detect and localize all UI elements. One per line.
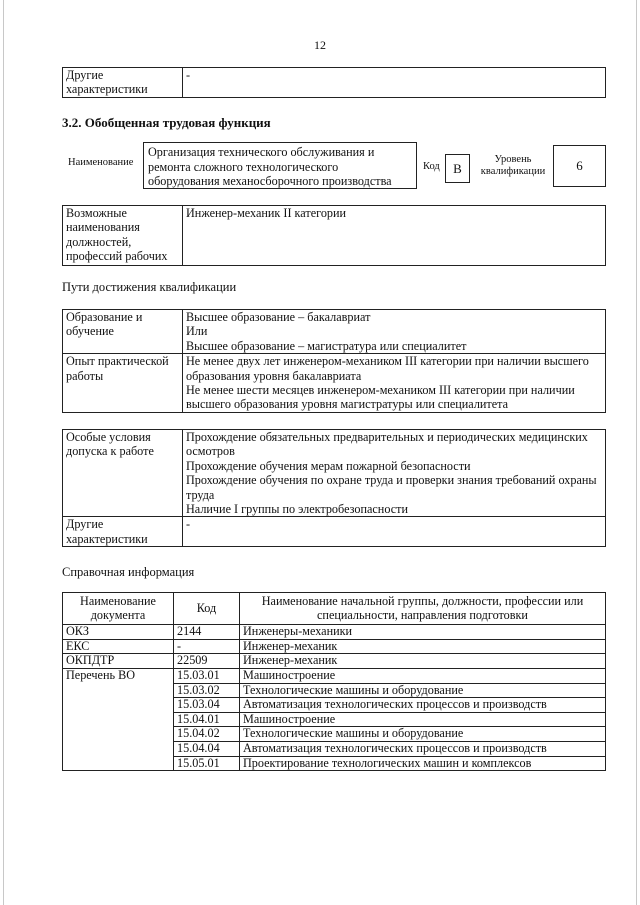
experience-line: Не менее шести месяцев инженером-механиком III категории при наличии высшего образования уровня магистратуры или специалитета: [186, 383, 575, 412]
table-row: [63, 654, 606, 669]
code-cell: 15.03.04: [174, 698, 240, 713]
other-characteristics-value: -: [183, 517, 606, 547]
section-heading: 3.2. Обобщенная трудовая функция: [62, 115, 271, 130]
code-cell: 15.04.04: [174, 741, 240, 756]
code-cell: 22509: [174, 654, 240, 669]
conditions-line: Прохождение обязательных предварительных и периодических медицинских осмотров: [186, 430, 588, 459]
title-cell: Технологические машины и оборудование: [240, 727, 606, 742]
experience-line: Не менее двух лет инженером-механиком III категории при наличии высшего образования уровня бакалавриата: [186, 354, 589, 383]
table-row: [63, 206, 606, 266]
title-cell: Инженер-механик: [240, 654, 606, 669]
code-cell: 15.05.01: [174, 756, 240, 771]
education-label: Образование и обучение: [63, 310, 183, 354]
table-row: [63, 68, 606, 98]
conditions-line: Прохождение обучения мерам пожарной безопасности: [186, 458, 471, 473]
other-characteristics-label: Другие характеристики: [63, 517, 183, 547]
conditions-label: Особые условия допуска к работе: [63, 430, 183, 517]
positions-table: [62, 205, 606, 266]
page-right-edge: [636, 0, 637, 905]
table-row: [63, 668, 606, 683]
document-cell: ОКЗ: [63, 625, 174, 640]
table-row: [63, 639, 606, 654]
qualification-level-value: 6: [553, 145, 606, 187]
title-cell: Инженеры-механики: [240, 625, 606, 640]
page-number: 12: [314, 38, 326, 52]
title-cell: Автоматизация технологических процессов и производств: [240, 741, 606, 756]
function-name-value: Организация технического обслуживания и ремонта сложного технологического оборудования механосборочного производства: [143, 142, 417, 189]
experience-label: Опыт практической работы: [63, 354, 183, 413]
document-cell: Перечень ВО: [63, 668, 174, 770]
qualification-path-table: [62, 309, 606, 413]
experience-value: [183, 354, 606, 413]
other-characteristics-table-top: [62, 67, 606, 98]
education-line: Высшее образование – бакалавриат: [186, 310, 371, 324]
title-cell: Проектирование технологических машин и комплексов: [240, 756, 606, 771]
function-name-label: Наименование: [68, 157, 134, 168]
table-row: [63, 310, 606, 354]
admission-conditions-table: [62, 429, 606, 547]
code-cell: 15.04.01: [174, 712, 240, 727]
function-code-value: B: [445, 154, 470, 183]
page-left-edge: [3, 0, 4, 905]
reference-table: [62, 592, 606, 771]
code-cell: -: [174, 639, 240, 654]
code-cell: 2144: [174, 625, 240, 640]
document-cell: ОКПДТР: [63, 654, 174, 669]
title-cell: Автоматизация технологических процессов и производств: [240, 698, 606, 713]
column-header: Наименование документа: [63, 593, 174, 625]
conditions-value: [183, 430, 606, 517]
table-row: [63, 625, 606, 640]
conditions-line: Прохождение обучения по охране труда и проверки знания требований охраны труда: [186, 473, 597, 502]
other-characteristics-label: Другие характеристики: [63, 68, 183, 98]
positions-label: Возможные наименования должностей, профессий рабочих: [63, 206, 183, 266]
table-header-row: [63, 593, 606, 625]
education-line: Или: [186, 324, 208, 339]
title-cell: Машиностроение: [240, 712, 606, 727]
education-value: [183, 310, 606, 354]
title-cell: Инженер-механик: [240, 639, 606, 654]
table-row: [63, 354, 606, 413]
positions-value: Инженер-механик II категории: [183, 206, 606, 266]
code-cell: 15.03.02: [174, 683, 240, 698]
other-characteristics-value: -: [183, 68, 606, 98]
qualification-level-label: Уровень квалификации: [480, 154, 546, 177]
code-cell: 15.04.02: [174, 727, 240, 742]
table-row: [63, 517, 606, 547]
code-cell: 15.03.01: [174, 668, 240, 683]
reference-info-heading: Справочная информация: [62, 565, 195, 579]
column-header: Код: [174, 593, 240, 625]
education-line: Высшее образование – магистратура или специалитет: [186, 338, 467, 353]
title-cell: Машиностроение: [240, 668, 606, 683]
qualification-path-heading: Пути достижения квалификации: [62, 280, 237, 294]
title-cell: Технологические машины и оборудование: [240, 683, 606, 698]
column-header: Наименование начальной группы, должности, профессии или специальности, направления подготовки: [240, 593, 606, 625]
conditions-line: Наличие I группы по электробезопасности: [186, 502, 408, 517]
table-row: [63, 430, 606, 517]
document-cell: ЕКС: [63, 639, 174, 654]
function-code-label: Код: [423, 161, 440, 172]
